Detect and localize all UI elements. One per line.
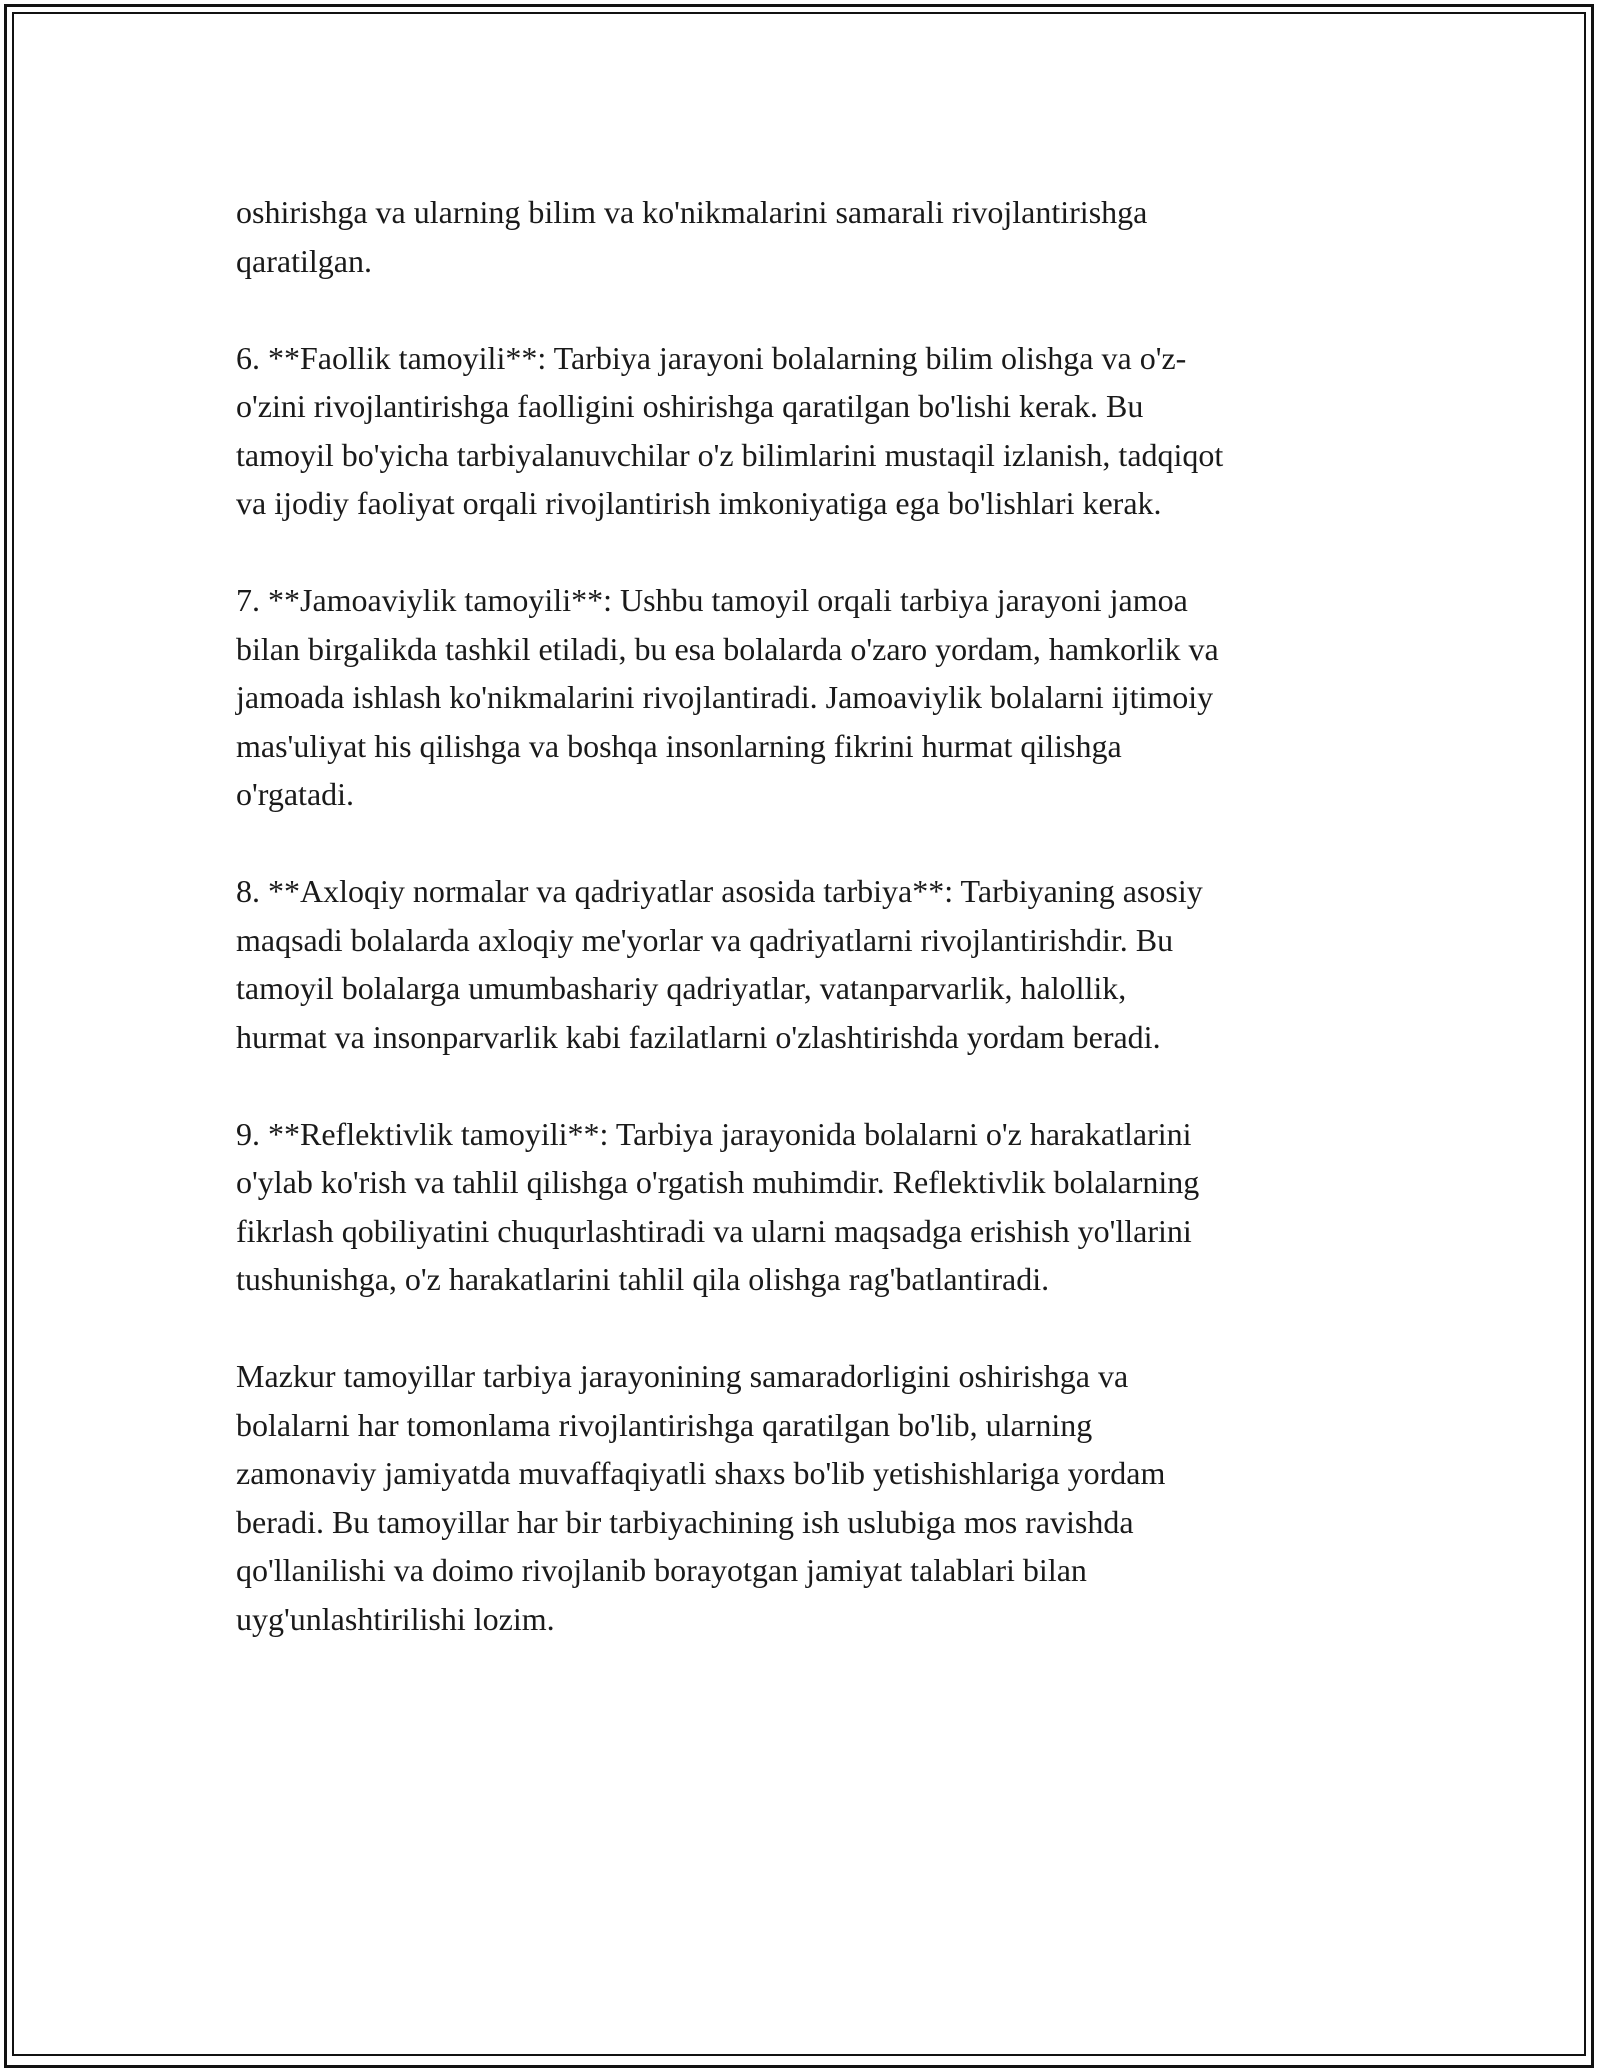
paragraph-faollik-tamoyili: 6. **Faollik tamoyili**: Tarbiya jarayoni bolalarning bilim olishga va o'z- o'zini rivojlantirishga faolligini oshirishga qaratilgan bo'lishi kerak. Bu tamoyil bo'yicha tarbiyalanuvchilar o'z bilimlarini mustaqil izlanish, tadqiqot va ijodiy faoliyat orqali rivojlantirish imkoniyatiga ega bo'lishlari kerak.: [236, 339, 1224, 521]
paragraph-reflektivlik-tamoyili: 9. **Reflektivlik tamoyili**: Tarbiya jarayonida bolalarni o'z harakatlarini o'ylab ko'rish va tahlil qilishga o'rgatish muhimdir. Reflektivlik bolalarning fikrlash qobiliyatini chuqurlashtiradi va ularni maqsadga erishish yo'llarini tushunishga, o'z harakatlarini tahlil qila olishga rag'batlantiradi.: [236, 1115, 1200, 1297]
paragraph-axloqiy-normalar: 8. **Axloqiy normalar va qadriyatlar asosida tarbiya**: Tarbiyaning asosiy maqsadi bolalarda axloqiy me'yorlar va qadriyatlarni rivojlantirishdir. Bu tamoyil bolalarga umumbashariy qadriyatlar, vatanparvarlik, halollik, hurmat va insonparvarlik kabi fazilatlarni o'zlashtirishda yordam beradi.: [236, 873, 1203, 1055]
document-body: [236, 188, 1386, 1643]
paragraph-conclusion: Mazkur tamoyillar tarbiya jarayonining samaradorligini oshirishga va bolalarni har tomonlama rivojlantirishga qaratilgan bo'lib, ularning zamonaviy jamiyatda muvaffaqiyatli shaxs bo'lib yetishishlariga yordam beradi. Bu tamoyillar har bir tarbiyachining ish uslubiga mos ravishda qo'llanilishi va doimo rivojlanib borayotgan jamiyat talablari bilan uyg'unlashtirilishi lozim.: [236, 1358, 1166, 1637]
paragraph-continuation: oshirishga va ularning bilim va ko'nikmalarini samarali rivojlantirishga qaratilgan.: [236, 194, 1148, 279]
paragraph-jamoaviylik-tamoyili: 7. **Jamoaviylik tamoyili**: Ushbu tamoyil orqali tarbiya jarayoni jamoa bilan birgalikda tashkil etiladi, bu esa bolalarda o'zaro yordam, hamkorlik va jamoada ishlash ko'nikmalarini rivojlantiradi. Jamoaviylik bolalarni ijtimoiy mas'uliyat his qilishga va boshqa insonlarning fikrini hurmat qilishga o'rgatadi.: [236, 582, 1219, 812]
